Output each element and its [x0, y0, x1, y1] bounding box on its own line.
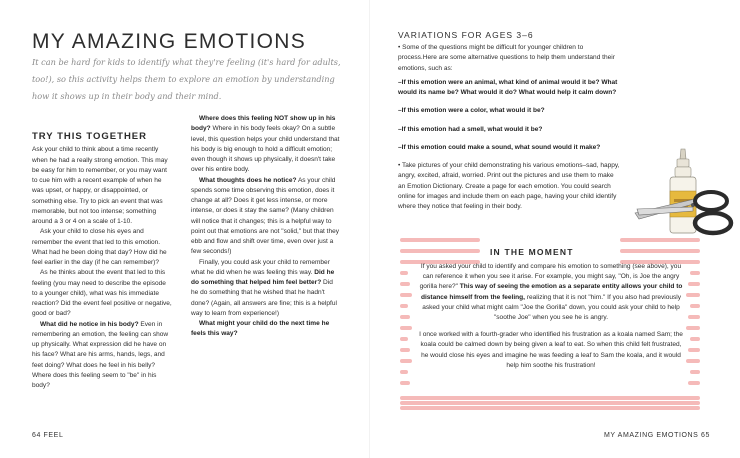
variations-text: [398, 43, 620, 212]
scissors-illustration: [633, 183, 735, 238]
stripe: [620, 238, 700, 242]
in-the-moment-heading: IN THE MOMENT: [490, 247, 574, 257]
stripe: [400, 381, 410, 385]
text-column-1: [32, 132, 172, 391]
question-bold: What might your child do the next time he feels this way?: [191, 320, 330, 338]
stripe: [690, 304, 700, 308]
paragraph-text: Finally, you could ask your child to remember what he did when he was feeling this way.: [191, 258, 330, 276]
paragraph: Ask your child to think about a time recently when he had a really strong emotion. This may be easy for him to remember, or you may want to cue him with a recent example of when he was upset, or happy, or disappointed, or something else. Try to pick an event that was memorable, but not too intense; something around a 3 or 4 on a scale of 1-10.: [32, 146, 168, 225]
paragraph-text: Did he do something that he wished that he hadn't done? (Again, all answers are fine; this is a helpful way to learn from experience!): [191, 279, 337, 317]
question-item: –If this emotion had a smell, what would it be?: [398, 125, 543, 133]
paragraph: [191, 319, 341, 340]
stripe: [686, 293, 700, 297]
question-bold: Did he do something that helped him feel better?: [191, 268, 335, 286]
stripe: [400, 282, 410, 286]
stripe: [688, 282, 700, 286]
stripe: [690, 370, 700, 374]
paragraph: [191, 258, 341, 320]
stripe: [400, 238, 480, 242]
question-bold: Where does this feeling NOT show up in his body?: [191, 115, 336, 133]
question-item: –If this emotion were a color, what would it be?: [398, 107, 545, 115]
stripe: [686, 359, 700, 363]
stripe: [620, 249, 700, 253]
stripe: [400, 337, 408, 341]
page-folio-left: 64 FEEL: [32, 432, 64, 439]
paragraph-text: Even in remembering an emotion, the feeling can show up physically. What expression did he have on his face? What are his arms, hands, legs, and feet doing? What does he feel in his belly? Where does this feeling seem to "be" in his body?: [32, 320, 169, 389]
paragraph-text: Where in his body feels okay? On a subtle level, this question helps your child understand that his body is big enough to hold a difficult emotion; even though it shows up physically, it doesn't take over his entire body.: [191, 125, 340, 174]
intro-text: It can be hard for kids to identify what they're feeling (it's hard for adults, too!), so this activity helps them to explore an emotion by understanding how it shows up in their body and their mind.: [32, 57, 341, 101]
paragraph: [191, 176, 341, 258]
page-title: MY AMAZING EMOTIONS: [32, 30, 307, 53]
right-page: [370, 0, 740, 458]
paragraph: [191, 114, 341, 176]
paragraph: I once worked with a fourth-grader who identified his frustration as a koala named Sam; the koala could be calmed down by being given a leaf to eat. So when this child felt frustrated, he would close his eyes and imagine he was feeding a leaf to Sam the koala, and it would help him soothe his frustration!: [419, 331, 683, 369]
photos-tip: • Take pictures of your child demonstrating his various emotions–sad, happy, angry, excited, afraid, worried. Print out the pictures and use them to make an Emotion Dictionary. Create a page for each emotion. You could search online for images and include them on each page, having your child identify where they notice that feeling in their body.: [398, 162, 620, 210]
paragraph-text: realizing that it is not "him." If you also had previously asked your child what might calm "Joe the Gorilla" down, you could ask your child to help "soothe Joe" when you see he is angry.: [422, 293, 682, 322]
question-item: –If this emotion could make a sound, what sound would it make?: [398, 143, 601, 151]
stripe: [688, 348, 700, 352]
paragraph: [32, 320, 172, 392]
emphasis-bold: This way of seeing the emotion as a separate entity allows your child to distance himself from the feeling,: [420, 283, 683, 301]
in-the-moment-text: [416, 262, 686, 371]
page-folio-right: MY AMAZING EMOTIONS 65: [603, 432, 710, 439]
paragraph: Ask your child to close his eyes and remember the event that led to this emotion. What had he been doing that day? How did he feel earlier in the day (if he can remember)?: [32, 228, 167, 266]
stripe: [400, 406, 700, 410]
stripe: [400, 401, 700, 405]
stripe: [688, 381, 700, 385]
question-item: –If this emotion were an animal, what kind of animal would it be? What would its name be? What would it do? What would help it calm down?: [398, 78, 618, 96]
stripe: [690, 337, 700, 341]
question-bold: What did he notice in his body?: [40, 320, 139, 328]
stripe: [400, 370, 408, 374]
stripe: [400, 348, 410, 352]
stripe: [400, 315, 410, 319]
text-column-2: [191, 114, 341, 340]
stripe: [400, 293, 412, 297]
stripe: [400, 326, 412, 330]
paragraph: [416, 262, 686, 323]
section-heading-try: TRY THIS TOGETHER: [32, 131, 148, 142]
variations-intro: • Some of the questions might be difficult for younger children to process.Here are some alternative questions to help them understand their emotions, such as:: [398, 44, 615, 72]
stripe: [400, 396, 700, 400]
paragraph-text: As your child spends some time observing this emotion, does it change at all? Does it get less intense, or more intense, or does it stay the same? (Many children will notice that it changes; this is a helpful way to point out that emotions are not "solid," but that they ebb and flow and shift over time, even over just a few seconds!): [191, 176, 340, 256]
stripe: [400, 359, 412, 363]
paragraph: As he thinks about the event that led to this feeling (you may need to describe the episode to a younger child), what was his immediate reaction? Did the event feel positive or negative, good or bad?: [32, 269, 172, 318]
stripe: [400, 249, 480, 253]
stripe: [400, 271, 408, 275]
question-bold: What thoughts does he notice?: [199, 176, 297, 184]
stripe: [686, 326, 700, 330]
stripe: [690, 271, 700, 275]
stripe: [400, 304, 408, 308]
paragraph-text: If you asked your child to identify and compare his emotion to something (see above), you can reference it when you see it arise. For example, you might say, "Oh, is Joe the angry gorilla here?": [419, 263, 682, 291]
variations-heading: VARIATIONS FOR AGES 3–6: [398, 30, 534, 40]
stripe: [688, 315, 700, 319]
